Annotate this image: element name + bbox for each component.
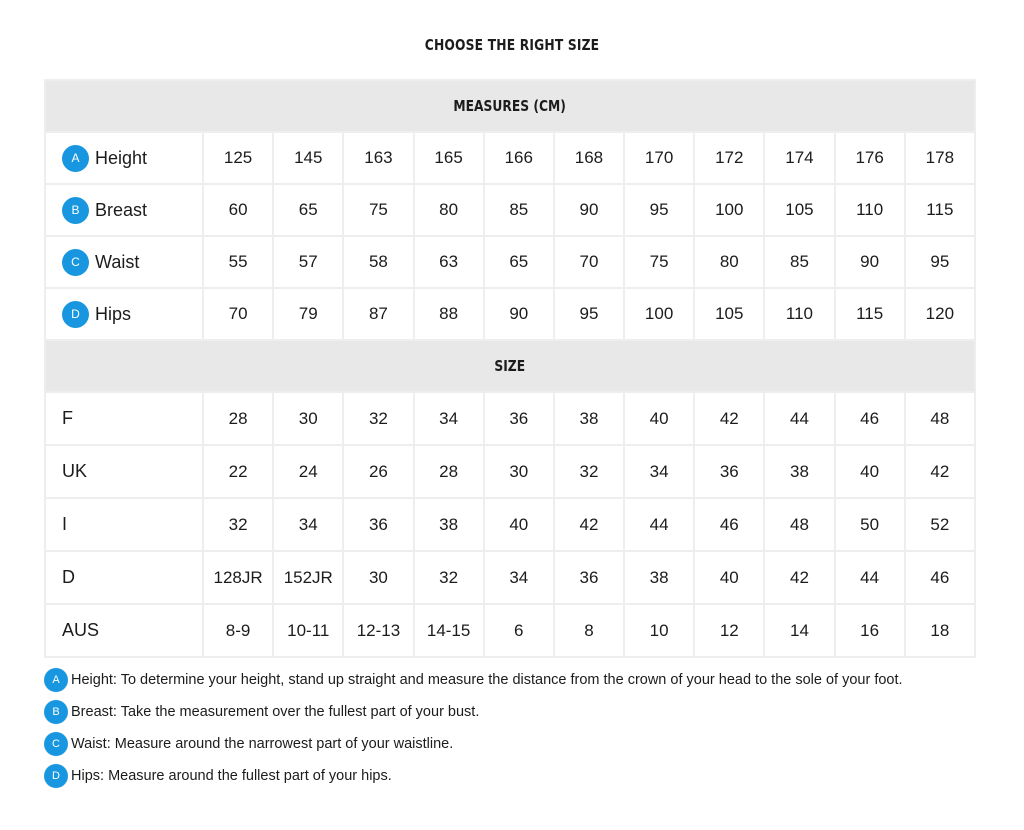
size-value-cell: 38: [414, 498, 484, 551]
measure-row-hips: [45, 288, 975, 340]
size-value-cell: 46: [694, 498, 764, 551]
measure-row-breast: [45, 184, 975, 236]
measure-value-cell: 95: [905, 236, 975, 288]
size-value-cell: 8: [554, 604, 624, 657]
note-item: [44, 728, 903, 760]
size-value-cell: 40: [484, 498, 554, 551]
measure-value-cell: 105: [694, 288, 764, 340]
size-value-cell: 40: [835, 445, 905, 498]
measure-value-cell: 176: [835, 132, 905, 184]
badge-icon-a: A: [62, 145, 89, 172]
measure-value-cell: 70: [203, 288, 273, 340]
measure-value-cell: 110: [835, 184, 905, 236]
measures-header-row: [45, 80, 975, 132]
size-value-cell: 42: [694, 392, 764, 445]
size-value-cell: 34: [624, 445, 694, 498]
badge-icon-c: C: [44, 732, 68, 756]
size-value-cell: 32: [343, 392, 413, 445]
size-value-cell: 48: [905, 392, 975, 445]
measure-value-cell: 115: [835, 288, 905, 340]
size-value-cell: 18: [905, 604, 975, 657]
size-value-cell: 30: [343, 551, 413, 604]
measure-value-cell: 95: [554, 288, 624, 340]
size-value-cell: 42: [905, 445, 975, 498]
measures-header: [45, 80, 975, 132]
measure-value-cell: 75: [624, 236, 694, 288]
measure-value-cell: 60: [203, 184, 273, 236]
measure-row-height: [45, 132, 975, 184]
badge-icon-b: B: [44, 700, 68, 724]
measure-value-cell: 95: [624, 184, 694, 236]
measure-value-cell: 55: [203, 236, 273, 288]
measure-value-cell: 85: [484, 184, 554, 236]
measure-label-cell: [45, 184, 203, 236]
size-header-row: [45, 340, 975, 392]
size-value-cell: 44: [764, 392, 834, 445]
size-value-cell: 24: [273, 445, 343, 498]
badge-icon-d: D: [62, 301, 89, 328]
measure-value-cell: 88: [414, 288, 484, 340]
size-value-cell: 48: [764, 498, 834, 551]
size-value-cell: 14: [764, 604, 834, 657]
size-value-cell: 128JR: [203, 551, 273, 604]
measurement-notes: [44, 664, 903, 792]
size-value-cell: 10: [624, 604, 694, 657]
measure-value-cell: 105: [764, 184, 834, 236]
measure-value-cell: 58: [343, 236, 413, 288]
size-header-text: SIZE: [494, 357, 526, 375]
page-title: CHOOSE THE RIGHT SIZE: [424, 36, 600, 54]
size-value-cell: 32: [554, 445, 624, 498]
measure-row-waist: [45, 236, 975, 288]
size-value-cell: 34: [414, 392, 484, 445]
size-value-cell: 28: [414, 445, 484, 498]
measure-value-cell: 63: [414, 236, 484, 288]
measure-value-cell: 57: [273, 236, 343, 288]
measure-value-cell: 115: [905, 184, 975, 236]
size-value-cell: 50: [835, 498, 905, 551]
size-value-cell: 44: [624, 498, 694, 551]
measure-value-cell: 120: [905, 288, 975, 340]
size-system-label: I: [45, 498, 203, 551]
size-value-cell: 10-11: [273, 604, 343, 657]
badge-icon-c: C: [62, 249, 89, 276]
measure-label-cell: [45, 288, 203, 340]
measure-value-cell: 90: [554, 184, 624, 236]
measure-label: Breast: [95, 199, 148, 220]
size-system-label: F: [45, 392, 203, 445]
size-system-label: D: [45, 551, 203, 604]
size-value-cell: 36: [694, 445, 764, 498]
measure-value-cell: 80: [414, 184, 484, 236]
size-value-cell: 12-13: [343, 604, 413, 657]
measure-value-cell: 145: [273, 132, 343, 184]
measure-value-cell: 163: [343, 132, 413, 184]
measures-header-text: MEASURES (CM): [453, 97, 567, 115]
measure-value-cell: 70: [554, 236, 624, 288]
measure-value-cell: 165: [414, 132, 484, 184]
note-text: Waist: Measure around the narrowest part of your waistline.: [71, 736, 454, 752]
measure-value-cell: 110: [764, 288, 834, 340]
measure-value-cell: 166: [484, 132, 554, 184]
size-row-uk: [45, 445, 975, 498]
size-value-cell: 30: [484, 445, 554, 498]
size-value-cell: 36: [554, 551, 624, 604]
size-value-cell: 46: [905, 551, 975, 604]
size-value-cell: 44: [835, 551, 905, 604]
size-value-cell: 34: [273, 498, 343, 551]
size-value-cell: 14-15: [414, 604, 484, 657]
size-value-cell: 32: [414, 551, 484, 604]
measure-value-cell: 90: [484, 288, 554, 340]
measure-label-cell: [45, 236, 203, 288]
measure-value-cell: 100: [624, 288, 694, 340]
measure-value-cell: 100: [694, 184, 764, 236]
size-value-cell: 32: [203, 498, 273, 551]
size-system-label: UK: [45, 445, 203, 498]
measure-value-cell: 174: [764, 132, 834, 184]
size-value-cell: 52: [905, 498, 975, 551]
badge-icon-d: D: [44, 764, 68, 788]
note-text: Hips: Measure around the fullest part of your hips.: [71, 768, 392, 784]
measure-label: Height: [95, 147, 148, 168]
size-value-cell: 152JR: [273, 551, 343, 604]
size-row-i: [45, 498, 975, 551]
measure-value-cell: 170: [624, 132, 694, 184]
note-item: [44, 760, 903, 792]
note-item: [44, 664, 903, 696]
size-row-aus: [45, 604, 975, 657]
note-text: Breast: Take the measurement over the fullest part of your bust.: [71, 704, 480, 720]
measure-label: Hips: [95, 303, 132, 324]
size-value-cell: 28: [203, 392, 273, 445]
measure-value-cell: 168: [554, 132, 624, 184]
measure-value-cell: 85: [764, 236, 834, 288]
size-value-cell: 16: [835, 604, 905, 657]
size-header: [45, 340, 975, 392]
size-value-cell: 12: [694, 604, 764, 657]
size-row-f: [45, 392, 975, 445]
size-value-cell: 38: [624, 551, 694, 604]
note-item: [44, 696, 903, 728]
measure-value-cell: 125: [203, 132, 273, 184]
size-value-cell: 40: [624, 392, 694, 445]
size-value-cell: 46: [835, 392, 905, 445]
size-value-cell: 36: [484, 392, 554, 445]
note-text: Height: To determine your height, stand up straight and measure the distance from the crown of your head to the sole of your foot.: [71, 672, 903, 688]
badge-icon-b: B: [62, 197, 89, 224]
size-value-cell: 26: [343, 445, 413, 498]
size-value-cell: 40: [694, 551, 764, 604]
size-value-cell: 42: [554, 498, 624, 551]
size-value-cell: 22: [203, 445, 273, 498]
measure-label-cell: [45, 132, 203, 184]
size-value-cell: 38: [764, 445, 834, 498]
measure-value-cell: 90: [835, 236, 905, 288]
size-chart-table: [44, 79, 976, 658]
badge-icon-a: A: [44, 668, 68, 692]
size-value-cell: 36: [343, 498, 413, 551]
size-value-cell: 6: [484, 604, 554, 657]
measure-value-cell: 172: [694, 132, 764, 184]
measure-value-cell: 87: [343, 288, 413, 340]
size-value-cell: 30: [273, 392, 343, 445]
measure-value-cell: 79: [273, 288, 343, 340]
measure-value-cell: 80: [694, 236, 764, 288]
measure-value-cell: 65: [484, 236, 554, 288]
size-system-label: AUS: [45, 604, 203, 657]
measure-value-cell: 65: [273, 184, 343, 236]
measure-label: Waist: [95, 251, 140, 272]
measure-value-cell: 75: [343, 184, 413, 236]
size-row-d: [45, 551, 975, 604]
size-value-cell: 38: [554, 392, 624, 445]
size-value-cell: 34: [484, 551, 554, 604]
measure-value-cell: 178: [905, 132, 975, 184]
size-value-cell: 8-9: [203, 604, 273, 657]
size-value-cell: 42: [764, 551, 834, 604]
